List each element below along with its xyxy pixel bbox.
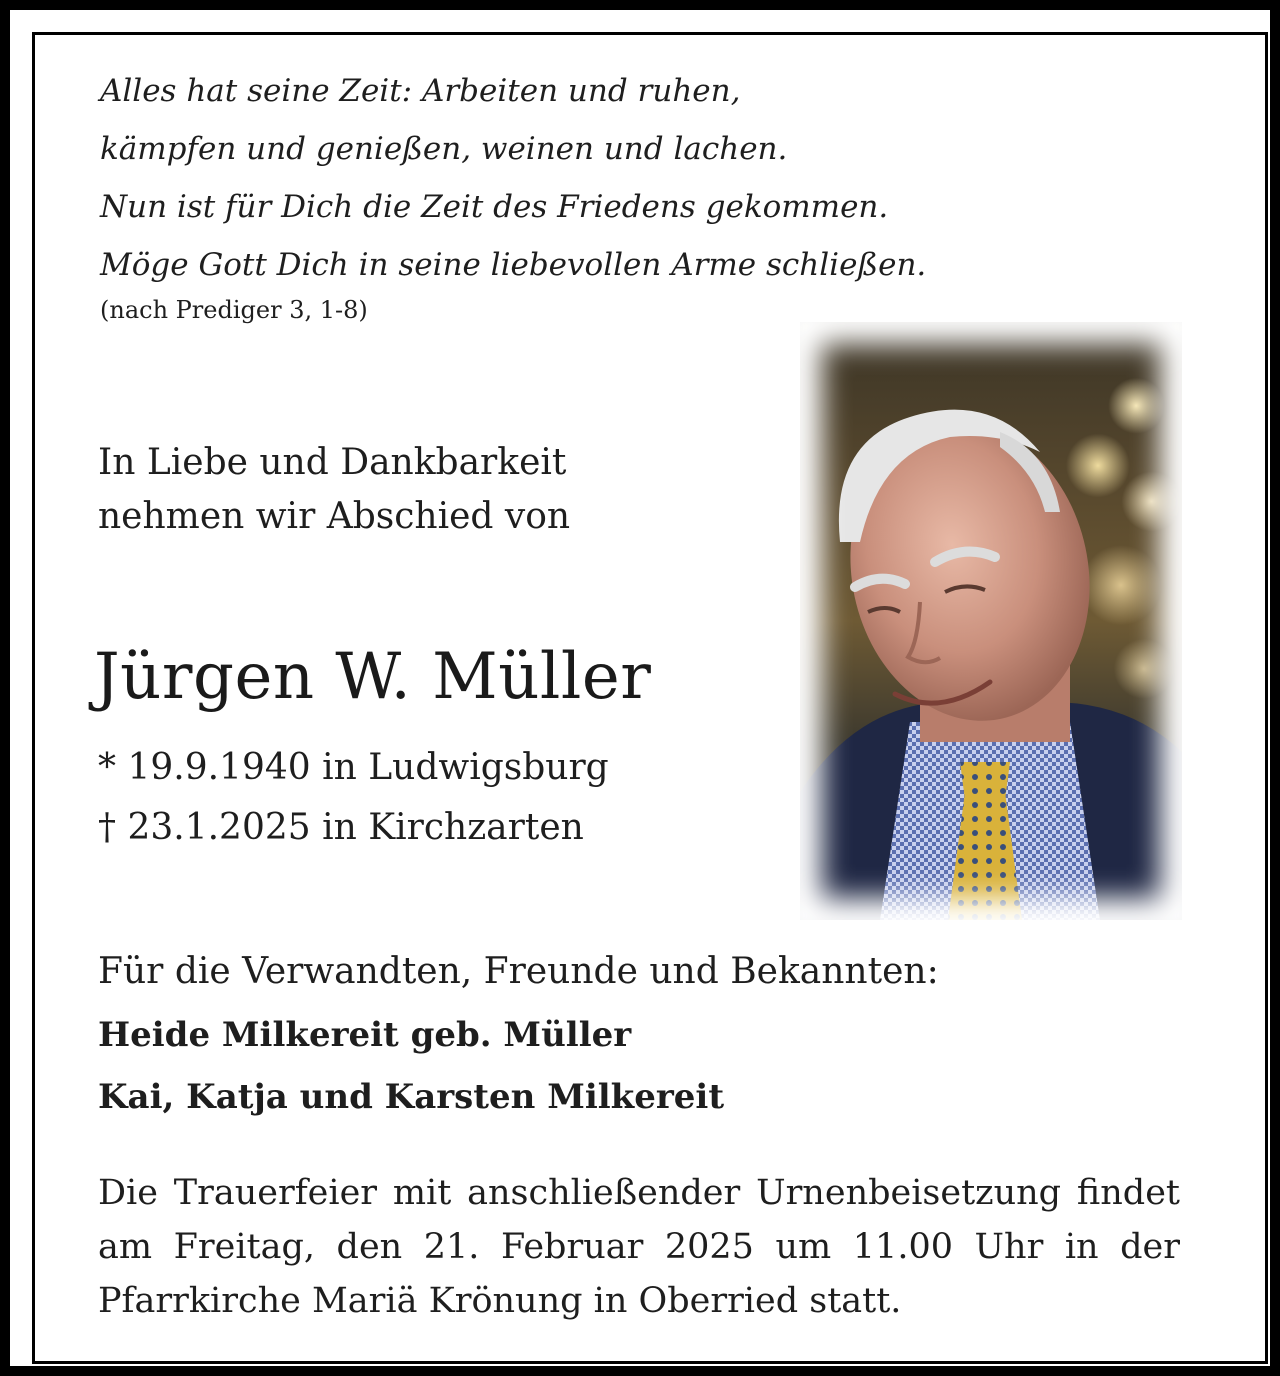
verse-line: Nun ist für Dich die Zeit des Friedens gekommen.: [100, 189, 889, 225]
verse-line: kämpfen und genießen, weinen und lachen.: [100, 131, 788, 167]
verse-line: Möge Gott Dich in seine liebevollen Arme schließen.: [100, 247, 927, 283]
deceased-name: Jürgen W. Müller: [94, 640, 652, 714]
intro-line: In Liebe und Dankbarkeit: [98, 442, 567, 483]
ceremony-info: Die Trauerfeier mit anschließender Urnenbeisetzung findet am Freitag, den 21. Februar 2025 um 11.00 Uhr in der Pfarrkirche Mariä Krönung in Oberried statt.: [98, 1173, 1180, 1321]
portrait-illustration: [800, 322, 1182, 920]
relative-name: Heide Milkereit geb. Müller: [98, 1015, 632, 1055]
verse-line: Alles hat seine Zeit: Arbeiten und ruhen,: [100, 73, 741, 109]
birth-date: * 19.9.1940 in Ludwigsburg: [98, 747, 609, 788]
relatives-lead: Für die Verwandten, Freunde und Bekannten:: [98, 951, 939, 992]
life-dates: [98, 738, 609, 858]
verse-block: [100, 62, 926, 294]
relatives-names: [98, 1004, 724, 1128]
portrait-photo: [800, 322, 1182, 920]
relative-name: Kai, Katja und Karsten Milkereit: [98, 1077, 725, 1117]
intro-text: [98, 436, 570, 544]
verse-source: (nach Prediger 3, 1-8): [100, 296, 368, 324]
death-date: † 23.1.2025 in Kirchzarten: [98, 807, 584, 848]
intro-line: nehmen wir Abschied von: [98, 496, 571, 537]
